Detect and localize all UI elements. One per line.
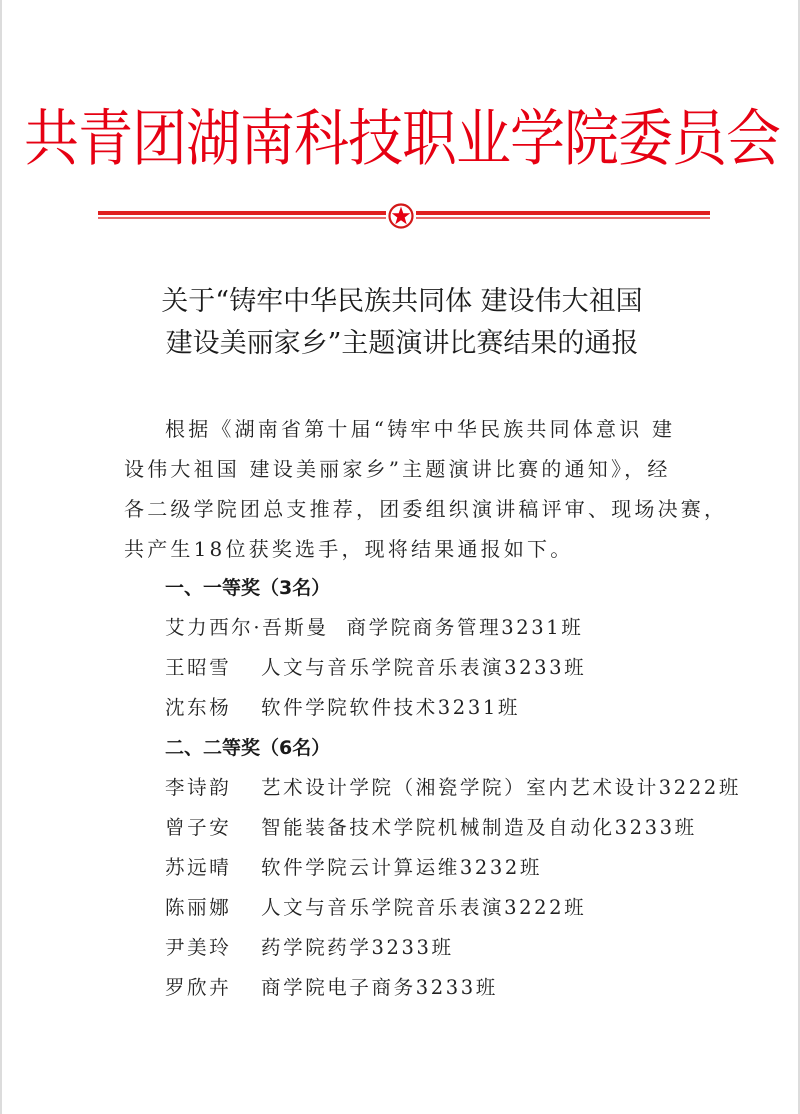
intro-line-1: 根据《湖南省第十届“铸牢中华民族共同体意识 建	[165, 417, 676, 441]
winner-college: 商学院电子商务3233班	[261, 976, 498, 999]
awards-list	[165, 568, 741, 1008]
winner-college: 药学院药学3233班	[261, 936, 454, 959]
winner-row	[165, 968, 725, 1008]
red-header-divider	[98, 202, 710, 230]
winner-name: 陈丽娜	[165, 896, 232, 919]
intro-line-3: 各二级学院团总支推荐，团委组织演讲稿评审、现场决赛，	[124, 497, 728, 521]
intro-paragraph	[124, 409, 728, 569]
document-title-line-1: 关于“铸牢中华民族共同体 建设伟大祖国	[161, 286, 643, 317]
winner-college: 艺术设计学院（湘瓷学院）室内艺术设计3222班	[261, 776, 741, 799]
document-title-line-2: 建设美丽家乡”主题演讲比赛结果的通报	[165, 328, 639, 359]
organization-title: 共青团湖南科技职业学院委员会	[23, 102, 780, 175]
winner-row	[165, 648, 725, 688]
winner-row	[165, 928, 725, 968]
winner-college: 商学院商务管理3231班	[346, 616, 584, 639]
intro-line-2: 设伟大祖国 建设美丽家乡”主题演讲比赛的通知》，经	[124, 457, 671, 481]
winner-name: 艾力西尔·吾斯曼	[165, 616, 329, 639]
first-prize-heading: 一、一等奖（3名）	[165, 577, 331, 599]
winner-name: 李诗韵	[165, 776, 232, 799]
star-in-circle-icon	[386, 202, 416, 230]
document-title	[2, 281, 800, 365]
winner-name: 苏远晴	[165, 856, 232, 879]
winner-row	[165, 888, 725, 928]
winner-name: 尹美玲	[165, 936, 232, 959]
winner-college: 软件学院软件技术3231班	[261, 696, 520, 719]
second-prize-heading: 二、二等奖（6名）	[165, 737, 331, 759]
winner-college: 软件学院云计算运维3232班	[261, 856, 543, 879]
intro-line-4: 共产生18位获奖选手，现将结果通报如下。	[124, 537, 574, 561]
winner-name: 沈东杨	[165, 696, 232, 719]
winner-name: 罗欣卉	[165, 976, 232, 999]
winner-row	[165, 608, 725, 648]
winner-row	[165, 768, 741, 808]
winner-college: 人文与音乐学院音乐表演3222班	[261, 896, 587, 919]
winner-row	[165, 808, 725, 848]
winner-name: 曾子安	[165, 816, 232, 839]
winner-college: 人文与音乐学院音乐表演3233班	[261, 656, 587, 679]
winner-college: 智能装备技术学院机械制造及自动化3233班	[261, 816, 697, 839]
winner-row	[165, 848, 725, 888]
winner-row	[165, 688, 725, 728]
winner-name: 王昭雪	[165, 656, 232, 679]
